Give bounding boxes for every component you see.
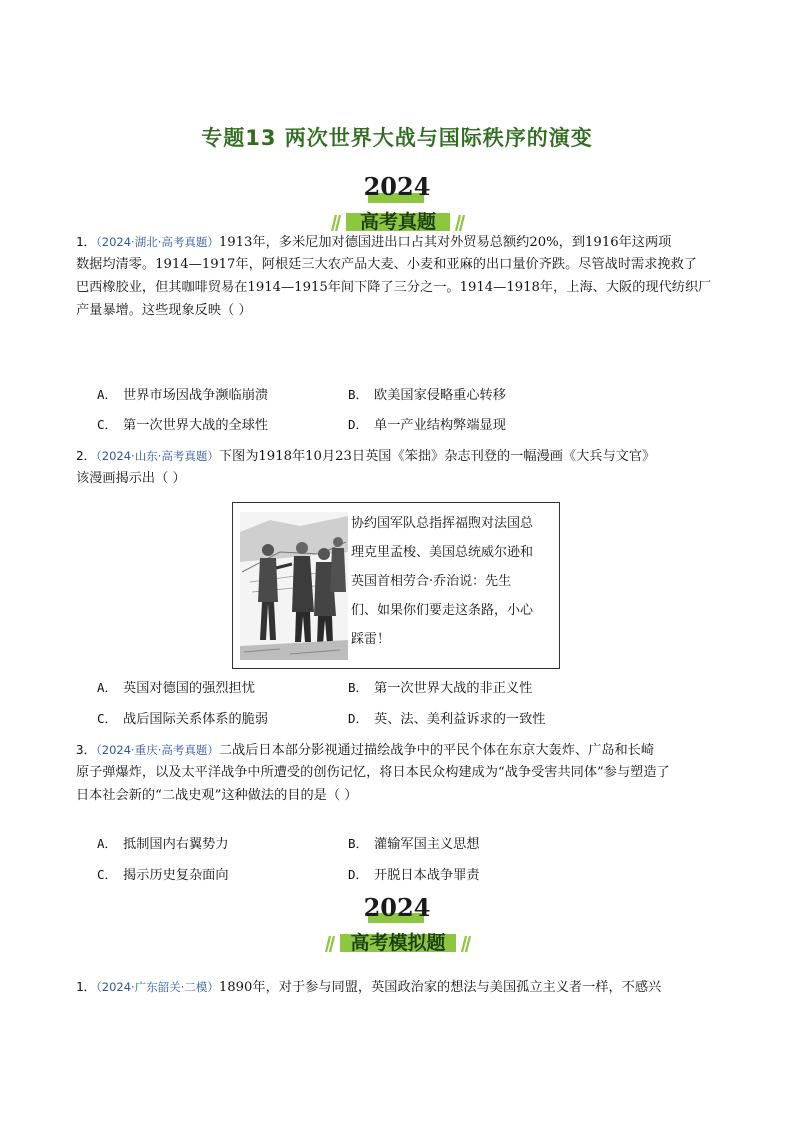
option-letter: C． <box>97 417 118 432</box>
question-number: 2． <box>76 448 97 463</box>
option-a[interactable] <box>97 677 255 696</box>
option-text: 第一次世界大战的非正义性 <box>374 681 533 696</box>
question-1 <box>76 230 726 322</box>
caption-line: 理克里孟梭、美国总统威尔逊和 <box>351 545 534 560</box>
section-year: 2024 <box>363 893 431 922</box>
question-source: （2024·湖北·高考真题） <box>96 235 219 249</box>
section-banner <box>322 930 474 956</box>
option-text: 第一次世界大战的全球性 <box>123 418 269 433</box>
option-letter: B． <box>348 836 369 851</box>
question-source: （2024·广东韶关·二模） <box>96 980 219 994</box>
option-letter: A． <box>97 836 118 851</box>
question-line <box>76 738 726 761</box>
option-letter: D． <box>348 417 369 432</box>
question-source: （2024·山东·高考真题） <box>96 449 219 463</box>
option-text: 灌输军国主义思想 <box>374 837 480 852</box>
option-text: 抵制国内右翼势力 <box>123 837 229 852</box>
option-letter: B． <box>348 387 369 402</box>
banner-label: 高考真题 <box>359 211 436 233</box>
question-text: 二战后日本部分影视通过描绘战争中的平民个体在东京大轰炸、广岛和长崎 <box>218 743 655 758</box>
option-letter: D． <box>348 867 369 882</box>
option-c[interactable] <box>97 864 229 883</box>
option-d[interactable] <box>348 864 480 883</box>
question-line: 原子弹爆炸，以及太平洋战争中所遭受的创伤记忆，将日本民众构建成为“战争受害共同体”参与塑造了 <box>76 765 670 780</box>
option-b[interactable] <box>348 833 480 852</box>
option-c[interactable] <box>97 708 268 727</box>
question-line <box>76 230 726 253</box>
slash-right-icon <box>460 932 474 954</box>
question-line: 巴西橡胶业，但其咖啡贸易在1914—1915年间下降了三分之一。1914—1918年，上海、大阪的现代纺织厂 <box>76 280 712 295</box>
question-line <box>76 444 726 467</box>
option-b[interactable] <box>348 384 506 403</box>
option-b[interactable] <box>348 677 532 696</box>
question-number: 1． <box>76 234 97 249</box>
caption-line: 英国首相劳合·乔治说：先生 <box>351 574 512 589</box>
option-text: 揭示历史复杂面向 <box>123 868 229 883</box>
cartoon-caption <box>351 509 555 654</box>
option-text: 战后国际关系体系的脆弱 <box>123 712 269 727</box>
page-title: 专题13 两次世界大战与国际秩序的演变 <box>201 126 593 150</box>
section-year: 2024 <box>363 172 431 201</box>
option-letter: B． <box>348 680 369 695</box>
question-3 <box>76 738 726 807</box>
question-line <box>76 975 726 998</box>
option-letter: C． <box>97 867 118 882</box>
option-letter: A． <box>97 387 118 402</box>
banner-label: 高考模拟题 <box>350 932 446 954</box>
option-text: 世界市场因战争濒临崩溃 <box>123 388 269 403</box>
question-line: 该漫画揭示出（ ） <box>76 471 186 486</box>
option-a[interactable] <box>97 833 229 852</box>
option-text: 英国对德国的强烈担忧 <box>123 681 255 696</box>
option-letter: D． <box>348 711 369 726</box>
question-text: 下图为1918年10月23日英国《笨拙》杂志刊登的一幅漫画《大兵与文官》 <box>218 449 656 464</box>
question-2 <box>76 444 726 490</box>
option-text: 欧美国家侵略重心转移 <box>374 388 506 403</box>
option-letter: C． <box>97 711 118 726</box>
caption-line: 踩雷！ <box>351 632 391 647</box>
question-mock-1 <box>76 975 726 998</box>
question-number: 1． <box>76 979 97 994</box>
option-c[interactable] <box>97 414 268 433</box>
question-source: （2024·重庆·高考真题） <box>96 743 219 757</box>
option-text: 开脱日本战争罪责 <box>374 868 480 883</box>
cartoon-illustration <box>240 512 348 660</box>
option-text: 英、法、美利益诉求的一致性 <box>374 712 546 727</box>
option-d[interactable] <box>348 708 545 727</box>
caption-line: 协约国军队总指挥福煦对法国总 <box>351 516 534 531</box>
question-number: 3． <box>76 742 97 757</box>
option-text: 单一产业结构弊端显现 <box>374 418 506 433</box>
question-text: 1913年，多米尼加对德国进出口占其对外贸易总额约20%，到1916年这两项 <box>218 235 672 250</box>
question-line: 数据均清零。1914—1917年，阿根廷三大农产品大麦、小麦和亚麻的出口量价齐跌。尽管战时需求挽救了 <box>76 257 697 272</box>
question-line: 日本社会新的“二战史观”这种做法的目的是（ ） <box>76 788 358 803</box>
caption-line: 们、如果你们要走这条路，小心 <box>351 603 534 618</box>
option-a[interactable] <box>97 384 268 403</box>
question-text: 1890年，对于参与同盟，英国政治家的想法与美国孤立主义者一样，不感兴 <box>218 980 662 995</box>
option-letter: A． <box>97 680 118 695</box>
cartoon-figure <box>232 502 560 669</box>
option-d[interactable] <box>348 414 506 433</box>
question-line: 产量暴增。这些现象反映（ ） <box>76 303 252 318</box>
